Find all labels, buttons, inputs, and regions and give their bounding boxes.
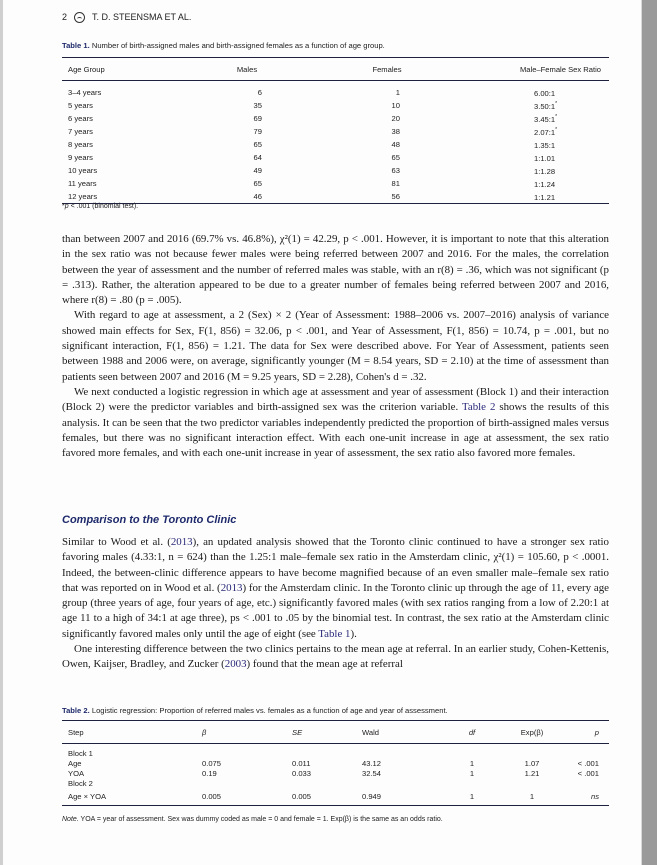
sex-ratio-cell: 3.50:1* bbox=[534, 101, 558, 111]
se-cell bbox=[252, 744, 342, 760]
table2-header-beta: β bbox=[202, 727, 207, 737]
table2-row bbox=[62, 779, 609, 789]
table2-header-se: SE bbox=[292, 727, 303, 737]
exp-beta-cell: 1.21 bbox=[524, 769, 540, 778]
paragraph-age-at-assessment: With regard to age at assessment, a 2 (Sex) × 2 (Year of Assessment: 1988–2006 vs. 2007–2016) analysis of variance showed main effects for Sex, F(1, 856) = 32.06, p < .001, and Year of Assessment, F(1, 856) = 10.74, p = .001, but no significant interaction, F(1, 856) = 1.21. The data for Sex were described above. For Year of Assessment, patients seen between 1988 and 2006 were, on average, significantly younger (M = 8.54 years, SD = 2.10) at the time of assessment than patients seen between 2007 and 2016 (M = 9.25 years, SD = 2.28), Cohen's d = .32. bbox=[62, 309, 609, 383]
exp-beta-cell: 1.07 bbox=[524, 759, 540, 768]
section-heading-toronto: Comparison to the Toronto Clinic bbox=[62, 514, 237, 526]
table1-header-males: Males bbox=[236, 64, 258, 74]
publisher-logo-icon bbox=[74, 12, 85, 23]
table2-header-row bbox=[62, 721, 609, 744]
wald-cell bbox=[342, 744, 442, 760]
citation-link-wood-2013-b[interactable]: 2013 bbox=[220, 581, 243, 594]
table2-label: Table 2. bbox=[62, 706, 90, 715]
age-group-cell: 11 years bbox=[68, 178, 97, 188]
table2-header-df: df bbox=[468, 727, 476, 737]
table1-header-row bbox=[62, 58, 609, 81]
exp-beta-cell bbox=[502, 779, 562, 789]
body-text-block bbox=[62, 232, 609, 461]
citation-link-cohen-kettenis-2003[interactable]: 2003 bbox=[224, 658, 247, 671]
beta-cell: 0.005 bbox=[202, 792, 222, 801]
beta-cell: 0.19 bbox=[202, 769, 217, 778]
exp-beta-cell bbox=[502, 744, 562, 760]
paragraph-logistic-regression: We next conducted a logistic regression in which age at assessment and year of assessment (Block 1) and their interaction (Block 2) were the predictor variables and birth-assigned sex was the criterion variable. Table 2 shows the results of this analysis. It can be seen that the two predictor variables independently predicted the proportion of birth-assigned males versus females, but there was no significant interaction effect. With each one-unit increase in age at assessment, the sex ratio favored more females, and with each one-unit increase in year of assessment, the sex ratio also favored more females. bbox=[62, 385, 609, 460]
beta-cell bbox=[162, 744, 252, 760]
sex-ratio-cell: 1:1.01 bbox=[534, 154, 556, 163]
se-cell: 0.033 bbox=[292, 769, 312, 778]
table2-note: Note. YOA = year of assessment. Sex was dummy coded as male = 0 and female = 1. Exp(β) is the same as an odds ratio. bbox=[62, 816, 443, 823]
table1-header-females: Females bbox=[372, 64, 402, 74]
running-head bbox=[62, 10, 191, 24]
page-number: 2 bbox=[62, 12, 68, 22]
table2-row bbox=[62, 744, 609, 760]
table1-row bbox=[62, 164, 609, 177]
males-cell: 35 bbox=[253, 100, 262, 110]
p-value-cell bbox=[562, 779, 609, 789]
sex-ratio-cell: 1:1.24 bbox=[534, 180, 556, 189]
scrollbar-track[interactable] bbox=[641, 0, 657, 865]
females-cell: 20 bbox=[391, 113, 400, 123]
significance-marker: * bbox=[555, 114, 558, 120]
step-cell: Age bbox=[68, 759, 82, 768]
df-cell bbox=[442, 744, 502, 760]
age-group-cell: 8 years bbox=[68, 139, 93, 149]
males-cell: 79 bbox=[253, 126, 262, 136]
step-cell: Block 2 bbox=[68, 779, 93, 788]
table1-caption bbox=[62, 41, 385, 50]
age-group-cell: 5 years bbox=[68, 100, 93, 110]
significance-marker: * bbox=[555, 101, 558, 107]
table1-row bbox=[62, 125, 609, 138]
females-cell: 65 bbox=[391, 152, 400, 162]
wald-cell: 0.949 bbox=[362, 792, 382, 801]
table2-row bbox=[62, 769, 609, 779]
page-edge bbox=[0, 0, 3, 865]
table1-row bbox=[62, 190, 609, 204]
df-cell: 1 bbox=[469, 792, 475, 801]
age-group-cell: 3–4 years bbox=[68, 87, 102, 97]
males-cell: 49 bbox=[253, 165, 262, 175]
table1-row bbox=[62, 177, 609, 190]
wald-cell: 43.12 bbox=[362, 759, 382, 768]
table1-row bbox=[62, 151, 609, 164]
table1-footnote: *p < .001 (binomial test). bbox=[62, 203, 139, 210]
table1-label: Table 1. bbox=[62, 41, 90, 50]
females-cell: 63 bbox=[391, 165, 400, 175]
df-cell bbox=[442, 779, 502, 789]
df-cell: 1 bbox=[469, 769, 475, 778]
age-group-cell: 12 years bbox=[68, 191, 98, 201]
table1-link[interactable]: Table 1 bbox=[318, 627, 351, 640]
sex-ratio-cell: 1:1.21 bbox=[534, 193, 556, 202]
wald-cell bbox=[342, 779, 442, 789]
p-value-cell bbox=[562, 744, 609, 760]
table1-header-age: Age Group bbox=[68, 64, 105, 74]
se-cell: 0.011 bbox=[292, 759, 311, 768]
p-value-cell: < .001 bbox=[577, 769, 599, 778]
running-head-authors: T. D. STEENSMA ET AL. bbox=[92, 12, 192, 22]
age-group-cell: 9 years bbox=[68, 152, 93, 162]
beta-cell: 0.075 bbox=[202, 759, 222, 768]
sex-ratio-cell: 1.35:1 bbox=[534, 141, 556, 150]
males-cell: 65 bbox=[253, 139, 262, 149]
step-cell: Age × YOA bbox=[68, 792, 107, 801]
wald-cell: 32.54 bbox=[362, 769, 382, 778]
p-value-cell: < .001 bbox=[577, 759, 599, 768]
age-group-cell: 6 years bbox=[68, 113, 93, 123]
citation-link-wood-2013[interactable]: 2013 bbox=[170, 536, 193, 548]
table2-row bbox=[62, 759, 609, 769]
females-cell: 81 bbox=[391, 178, 400, 188]
sex-ratio-cell: 6.00:1 bbox=[534, 89, 556, 98]
males-cell: 65 bbox=[253, 178, 262, 188]
df-cell: 1 bbox=[469, 759, 475, 768]
table2-link[interactable]: Table 2 bbox=[461, 401, 496, 414]
age-group-cell: 7 years bbox=[68, 126, 93, 136]
table2-header-exp: Exp(β) bbox=[520, 727, 544, 737]
table1 bbox=[62, 57, 609, 204]
females-cell: 48 bbox=[391, 139, 400, 149]
table1-row bbox=[62, 112, 609, 125]
table1-row bbox=[62, 81, 609, 100]
paragraph-toronto-comparison: Similar to Wood et al. (2013), an updated analysis showed that the Toronto clinic continued to have a stronger sex ratio favoring males (4.33:1, n = 624) than the 1.25:1 male–female sex ratio in the Amsterdam clinic, χ²(1) = 105.60, p < .0001. Indeed, the between-clinic difference appears to have become magnified because of an even smaller male–female sex ratio that was reported on in Wood et al. (2013) for the Amsterdam clinic. In the Toronto clinic up through the age of 11, every age group (three years of age, four years of age, etc.) significantly favored males (with sex ratios ranging from a low of 2.20:1 at age 11 to a high of 34:1 at age three), ps < .001 to .05 by the binomial test. In contrast, the sex ratio at the Amsterdam clinic significantly favored males only until the age of eight (see Table 1). bbox=[62, 536, 609, 640]
significance-marker: * bbox=[555, 127, 558, 133]
table2-row bbox=[62, 789, 609, 806]
table2-header-wald: Wald bbox=[362, 727, 380, 737]
males-cell: 46 bbox=[253, 191, 262, 201]
table2-caption-text: Logistic regression: Proportion of referred males vs. females as a function of age and year of assessment. bbox=[91, 706, 448, 715]
se-cell bbox=[252, 779, 342, 789]
table2-header-step: Step bbox=[68, 727, 84, 737]
p-value-cell: ns bbox=[590, 792, 599, 801]
sex-ratio-cell: 1:1.28 bbox=[534, 167, 556, 176]
age-group-cell: 10 years bbox=[68, 165, 98, 175]
table2-header-p: p bbox=[594, 727, 599, 737]
step-cell: Block 1 bbox=[68, 749, 93, 758]
males-cell: 6 bbox=[257, 87, 262, 97]
table2 bbox=[62, 720, 609, 806]
table1-row bbox=[62, 99, 609, 112]
beta-cell bbox=[162, 779, 252, 789]
males-cell: 64 bbox=[253, 152, 262, 162]
paragraph-mean-age-referral: One interesting difference between the two clinics pertains to the mean age at referral. In an earlier study, Cohen-Kettenis, Owen, Kaijser, Bradley, and Zucker (2003) found that the mean age at referral bbox=[62, 643, 609, 671]
females-cell: 1 bbox=[395, 87, 400, 97]
body-text-toronto bbox=[62, 535, 609, 673]
females-cell: 10 bbox=[391, 100, 400, 110]
sex-ratio-cell: 3.45:1* bbox=[534, 114, 558, 124]
table1-caption-text: Number of birth-assigned males and birth-assigned females as a function of age group. bbox=[91, 41, 385, 50]
females-cell: 56 bbox=[391, 191, 400, 201]
se-cell: 0.005 bbox=[292, 792, 312, 801]
paragraph-sex-ratio-trend: than between 2007 and 2016 (69.7% vs. 46.8%), χ²(1) = 42.29, p < .001. However, it is important to note that this alteration in the sex ratio was not because fewer males were being referred between 2007 and 2016. For the males, the correlation between the year of assessment and the number of referred males was stable, with an r(8) = .36, which was not significant (p = .313). Rather, the alteration appeared to be due to a greater number of females being referred between 2007 and 2016, where r(8) = .80 (p = .005). bbox=[62, 233, 609, 307]
females-cell: 38 bbox=[391, 126, 400, 136]
table1-row bbox=[62, 138, 609, 151]
table2-caption bbox=[62, 706, 448, 715]
table1-header-ratio: Male–Female Sex Ratio bbox=[519, 64, 601, 74]
step-cell: YOA bbox=[68, 769, 85, 778]
sex-ratio-cell: 2.07:1* bbox=[534, 127, 558, 137]
exp-beta-cell: 1 bbox=[529, 792, 535, 801]
males-cell: 69 bbox=[253, 113, 262, 123]
